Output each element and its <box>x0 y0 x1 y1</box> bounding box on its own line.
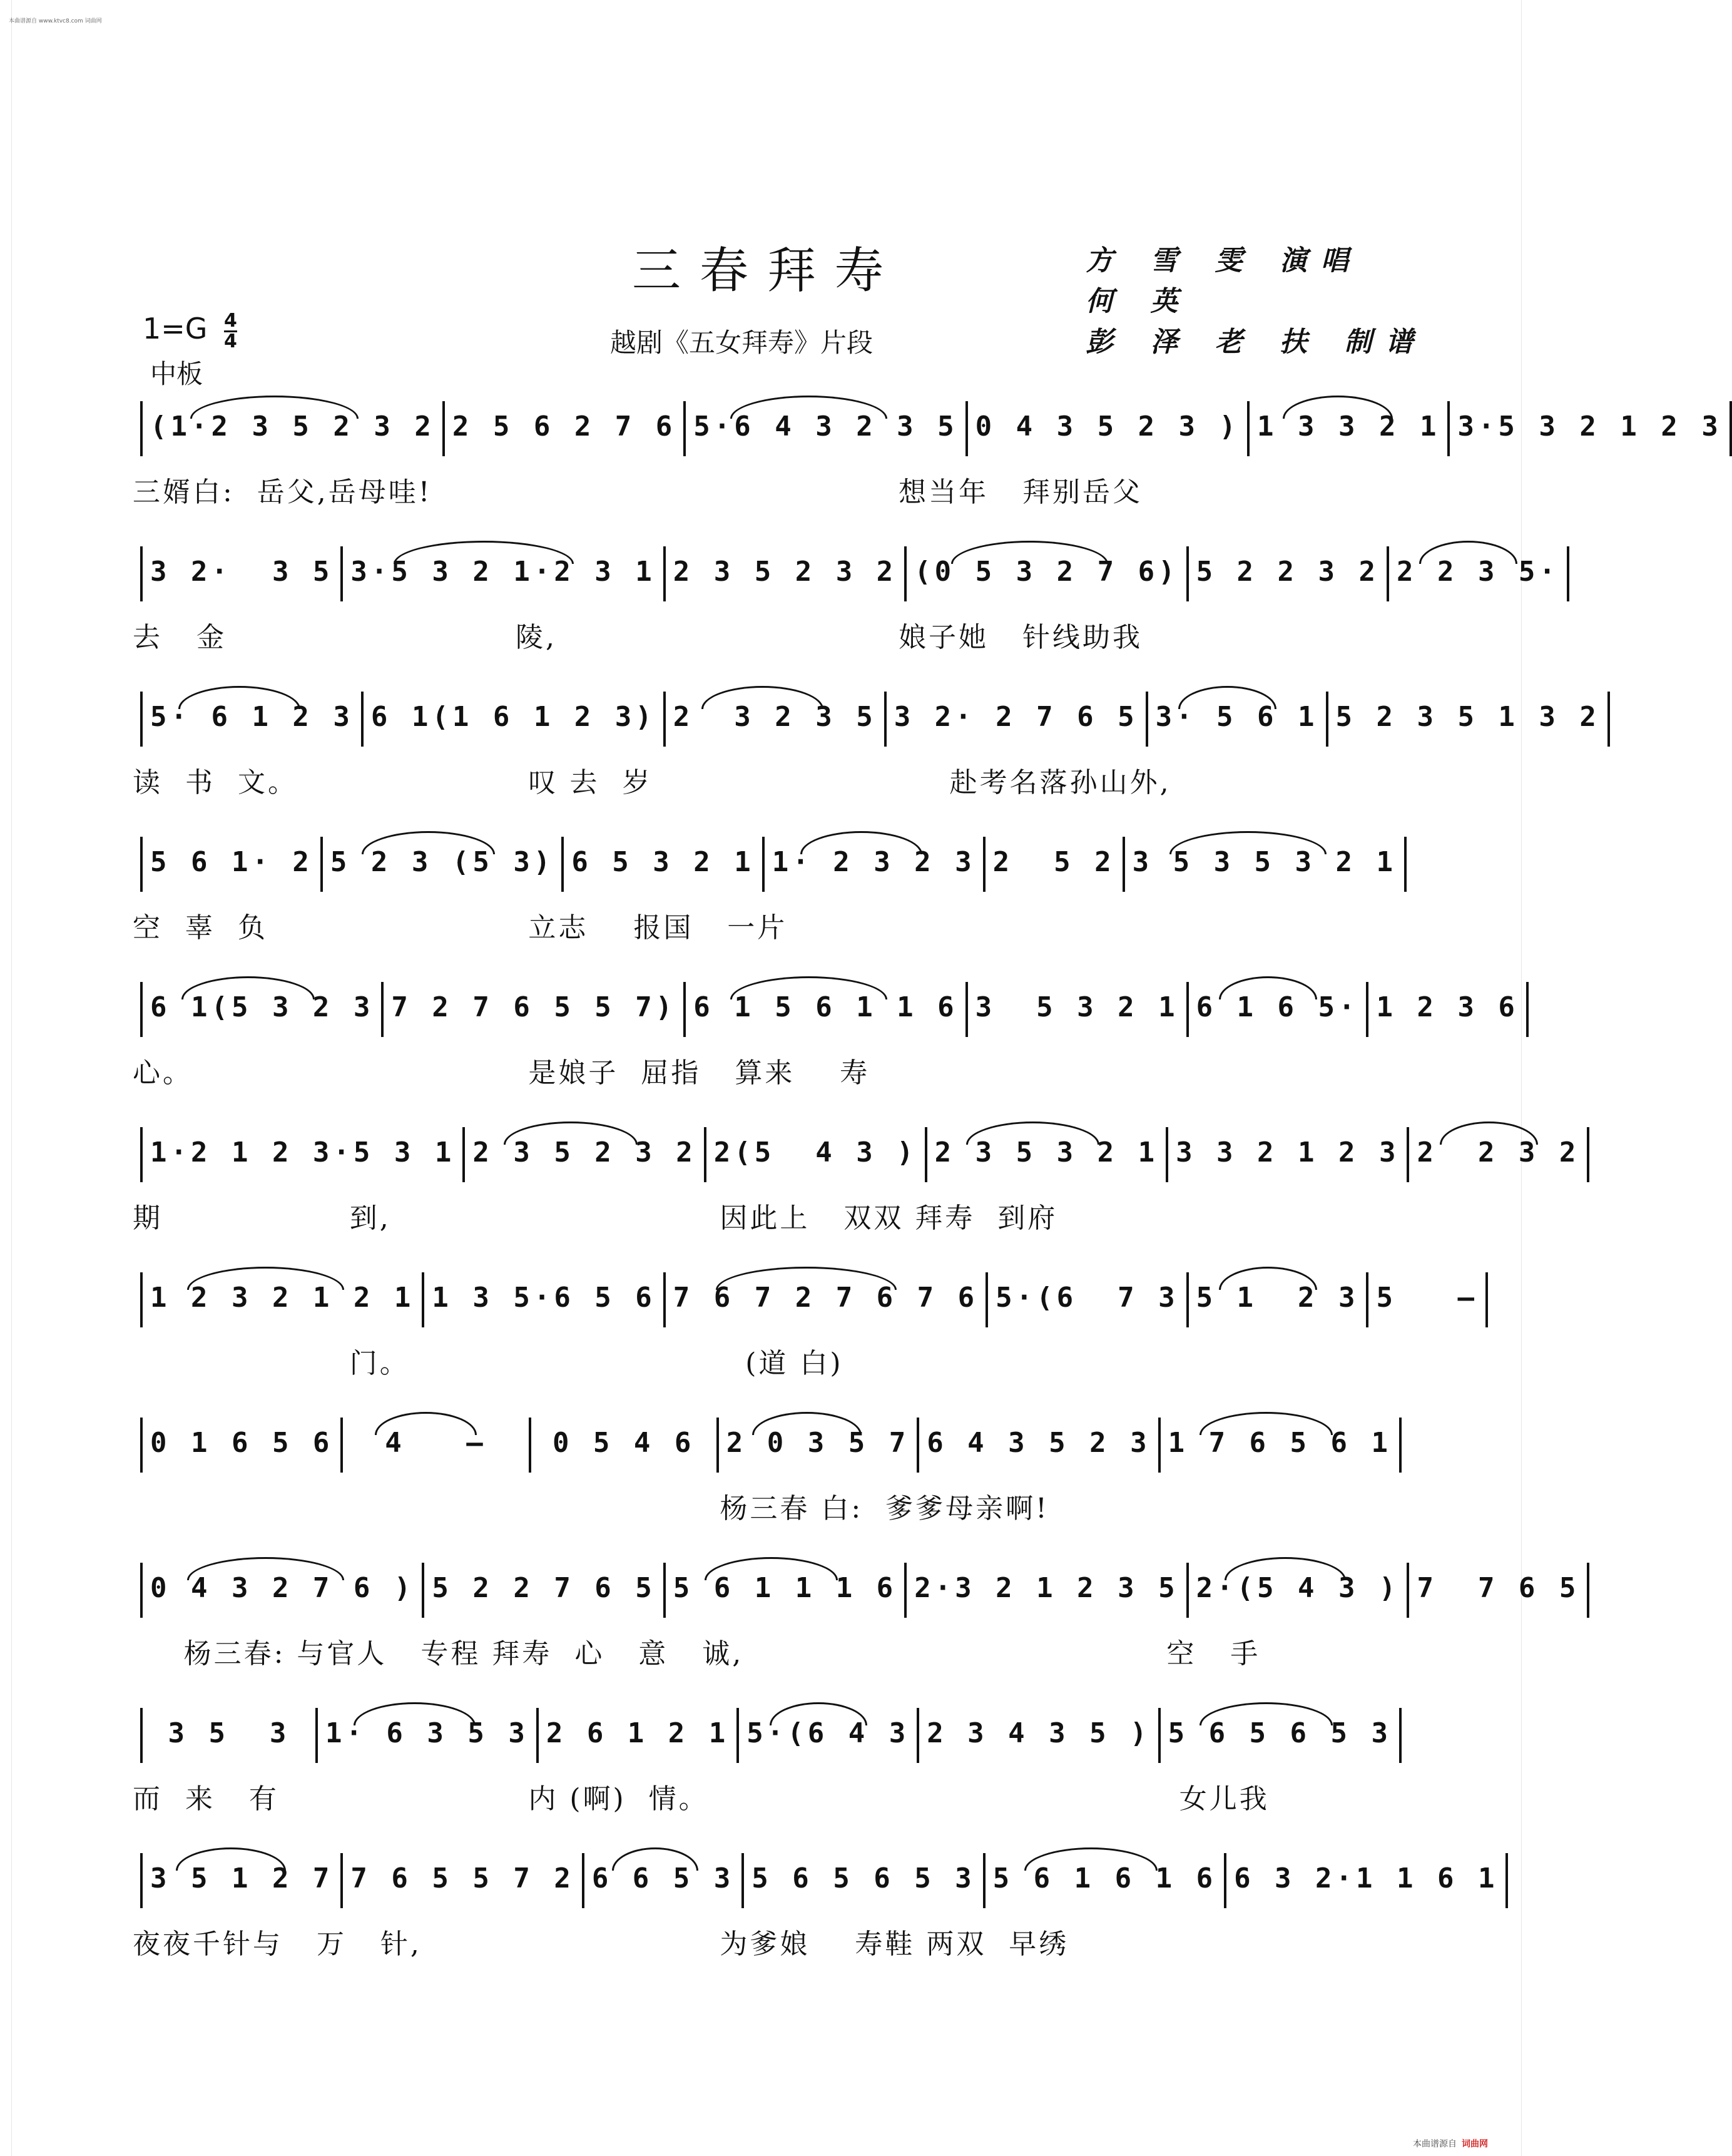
barline <box>1123 837 1125 892</box>
staff-row <box>133 836 1409 971</box>
notation-line <box>133 1562 1580 1618</box>
barline <box>140 837 143 892</box>
measure: 2 3 2 3 5 <box>673 701 877 738</box>
barline <box>1567 546 1569 601</box>
slur-arc <box>1283 396 1393 419</box>
tempo-marking: 中板 <box>150 359 203 389</box>
barline <box>1146 692 1148 747</box>
measure: 7 6 7 2 7 6 7 6 <box>673 1282 978 1319</box>
barline <box>1607 692 1610 747</box>
song-title: 三春拜寿 <box>632 243 903 299</box>
barline <box>1729 401 1732 456</box>
measure: 1· 2 3 2 3 <box>772 846 976 883</box>
time-numerator: 4 <box>224 310 237 332</box>
lyric-text: 杨三春: 与官人 专程 拜寿 心 意 诚, <box>183 1638 744 1670</box>
lyric-line <box>133 469 1409 513</box>
lyric-text: 期 <box>133 1202 163 1234</box>
slur-arc <box>966 1121 1099 1145</box>
slur-arc <box>752 1412 862 1435</box>
song-subtitle: 越剧《五女拜寿》片段 <box>610 327 874 358</box>
lyric-text: 为爹娘 寿鞋 两双 早绣 <box>720 1928 1069 1960</box>
measure: 1· 6 3 5 3 <box>325 1717 529 1754</box>
barline <box>140 1853 143 1908</box>
measure: 6 5 3 2 1 <box>571 846 754 883</box>
lyric-line <box>133 760 1409 804</box>
slur-arc <box>1225 1557 1346 1580</box>
measure: 2 3 5 2 3 2 <box>472 1137 696 1173</box>
measure: 1 3 5·6 5 6 <box>432 1282 655 1319</box>
barline <box>1366 982 1368 1037</box>
barline <box>884 692 887 747</box>
barline <box>140 401 143 456</box>
slur-arc <box>1219 976 1317 999</box>
slur-arc <box>1419 541 1517 564</box>
measure: 2(5 4 3 ) <box>714 1137 917 1173</box>
measure: 4 – <box>350 1427 521 1464</box>
barline <box>1326 692 1328 747</box>
barline <box>1158 1418 1161 1473</box>
lyric-line <box>133 1776 1409 1820</box>
measure: 5 6 1· 2 <box>150 846 313 883</box>
staff-row <box>133 981 1519 1116</box>
measure: 2 6 1 2 1 <box>546 1717 729 1754</box>
measure: 5 2 2 3 2 <box>1196 556 1379 593</box>
slur-arc <box>187 1267 344 1290</box>
lyric-text: 立志 报国 一片 <box>528 912 788 944</box>
lyric-text: 赴考名落孙山外, <box>949 767 1171 799</box>
lyric-text: 门。 <box>349 1347 410 1379</box>
measure: 5 – <box>1376 1282 1477 1319</box>
measure: 3·5 3 2 1·2 3 1 <box>350 556 655 593</box>
lyric-text: 是娘子 屈指 算来 寿 <box>528 1057 870 1089</box>
barline <box>140 692 143 747</box>
barline <box>536 1708 539 1763</box>
measure: 1 7 6 5 6 1 <box>1168 1427 1392 1464</box>
lyric-text: 因此上 双双 拜寿 到府 <box>720 1202 1058 1234</box>
barline <box>561 837 564 892</box>
slur-arc <box>354 1702 475 1725</box>
notation-line <box>133 1127 1580 1183</box>
credit-transcriber: 彭 泽 老 扶 制谱 <box>1086 326 1427 358</box>
barline <box>683 982 686 1037</box>
barline <box>1399 1708 1402 1763</box>
measure: 2·(5 4 3 ) <box>1196 1572 1400 1609</box>
measure: 3 5 3 2 1 <box>976 991 1179 1028</box>
staff-row <box>133 1127 1580 1261</box>
measure: 2 3 4 3 5 ) <box>927 1717 1150 1754</box>
barline <box>140 1418 143 1473</box>
barline <box>381 982 384 1037</box>
barline <box>140 1127 143 1182</box>
barline <box>736 1708 739 1763</box>
staff-row <box>133 1562 1580 1697</box>
lyric-text: 夜夜千针与 万 针, <box>133 1928 422 1960</box>
barline <box>340 546 343 601</box>
barline <box>1505 1853 1508 1908</box>
barline <box>1485 1272 1488 1327</box>
barline <box>140 1272 143 1327</box>
measure: (1·2 3 5 2 3 2 <box>150 411 435 447</box>
slur-arc <box>1200 1702 1333 1725</box>
barline <box>904 1563 907 1618</box>
barline <box>925 1127 927 1182</box>
measure: 6 1 6 5· <box>1196 991 1359 1028</box>
barline <box>1247 401 1250 456</box>
lyric-text: 杨三春 白: 爹爹母亲啊! <box>720 1493 1049 1525</box>
measure: 5 6 1 1 1 6 <box>673 1572 897 1609</box>
staff-row <box>133 401 1722 535</box>
measure: 5 6 1 6 1 6 <box>993 1862 1216 1899</box>
right-margin-strip <box>1521 0 1533 2156</box>
barline <box>741 1853 744 1908</box>
lyric-text: 到, <box>349 1202 391 1234</box>
barline <box>1186 982 1189 1037</box>
measure: (0 5 3 2 7 6) <box>914 556 1178 593</box>
measure: 5 1 2 3 <box>1196 1282 1359 1319</box>
notation-line <box>133 1272 1478 1328</box>
lyric-text: 想当年 拜别岳父 <box>899 476 1143 508</box>
measure: 7 7 6 5 <box>1417 1572 1579 1609</box>
measure: 2 5 2 <box>993 846 1115 883</box>
measure: 5·(6 4 3 <box>746 1717 909 1754</box>
slur-arc <box>730 396 887 419</box>
measure: 3 5 3 <box>150 1717 308 1754</box>
barline <box>663 692 666 747</box>
slur-arc <box>362 831 495 854</box>
barline <box>1166 1127 1168 1182</box>
barline <box>1526 982 1529 1037</box>
measure: 3 3 2 1 2 3 <box>1176 1137 1399 1173</box>
barline <box>140 546 143 601</box>
barline <box>1407 1563 1409 1618</box>
barline <box>1186 546 1189 601</box>
time-signature <box>224 312 237 351</box>
barline <box>663 1563 666 1618</box>
measure: 2 0 3 5 7 <box>726 1427 909 1464</box>
measure: 6 3 2·1 1 6 1 <box>1234 1862 1498 1899</box>
notation-line <box>133 1417 1409 1473</box>
slur-arc <box>800 831 922 854</box>
lyric-text: 心。 <box>133 1057 193 1089</box>
measure: 6 1 5 6 1 1 6 <box>693 991 957 1028</box>
measure: 7 6 5 5 7 2 <box>350 1862 574 1899</box>
staff-row <box>133 691 1600 825</box>
lyric-line <box>133 1341 1409 1384</box>
lyric-line <box>133 1050 1409 1094</box>
footer-source: 本曲谱源自 <box>1413 2139 1457 2149</box>
measure: 6 4 3 5 2 3 <box>927 1427 1150 1464</box>
barline <box>983 837 986 892</box>
barline <box>140 1708 143 1763</box>
notation-line <box>133 836 1409 892</box>
measure: 0 4 3 2 7 6 ) <box>150 1572 414 1609</box>
barline <box>1399 1418 1402 1473</box>
notation-line <box>133 981 1519 1038</box>
barline <box>1587 1127 1589 1182</box>
measure: 3 2· 2 7 6 5 <box>894 701 1138 738</box>
barline <box>663 546 666 601</box>
staff-row <box>133 1417 1409 1551</box>
slur-arc <box>701 686 823 709</box>
measure: 6 6 5 3 <box>592 1862 734 1899</box>
lyric-text: 三婿白: 岳父,岳母哇! <box>133 476 432 508</box>
measure: 3·5 3 2 1 2 3 <box>1457 411 1721 447</box>
lyric-line <box>133 1921 1409 1965</box>
barline <box>442 401 445 456</box>
slur-arc <box>178 686 300 709</box>
barline <box>704 1127 706 1182</box>
lyric-line <box>133 1486 1409 1530</box>
measure: 5· 6 1 2 3 <box>150 701 354 738</box>
slur-arc <box>187 1557 344 1580</box>
barline <box>1186 1272 1189 1327</box>
slur-arc <box>176 1847 286 1871</box>
measure: 1 2 3 6 <box>1376 991 1518 1028</box>
measure: 5 6 5 6 5 3 <box>1168 1717 1392 1754</box>
slur-arc <box>716 1267 897 1290</box>
barline <box>1186 1563 1189 1618</box>
barline <box>965 982 968 1037</box>
barline <box>1158 1708 1161 1763</box>
measure: 6 1(5 3 2 3 <box>150 991 374 1028</box>
slur-arc <box>730 976 887 999</box>
key-signature: 1=G <box>143 312 208 345</box>
barline <box>422 1563 424 1618</box>
lyric-text: 而 来 有 <box>133 1783 279 1815</box>
lyric-line <box>133 1195 1409 1239</box>
barline <box>462 1127 465 1182</box>
barline <box>1587 1563 1589 1618</box>
site-note: 本曲谱源自 www.ktvc8.com 词曲网 <box>9 18 102 24</box>
slur-arc <box>1178 686 1276 709</box>
barline <box>529 1418 531 1473</box>
notation-line <box>133 1852 1499 1909</box>
footer-site: 词曲网 <box>1462 2139 1488 2149</box>
measure: 6 1(1 6 1 2 3) <box>371 701 656 738</box>
measure: 5·6 4 3 2 3 5 <box>693 411 957 447</box>
barline <box>917 1708 919 1763</box>
staff-row <box>133 1707 1409 1842</box>
barline <box>582 1853 584 1908</box>
measure: 5 2 2 7 6 5 <box>432 1572 655 1609</box>
lyric-text: 叹 去 岁 <box>528 767 653 799</box>
measure: 5 2 3 5 1 3 2 <box>1336 701 1600 738</box>
barline <box>1224 1853 1226 1908</box>
measure: 0 5 4 6 <box>539 1427 709 1464</box>
measure: 2 3 5 2 3 2 <box>673 556 897 593</box>
measure: 3 5 1 2 7 <box>150 1862 333 1899</box>
barline <box>663 1272 666 1327</box>
credit-line-2: 何 英 <box>1086 285 1192 317</box>
slur-arc <box>612 1847 698 1871</box>
slur-arc <box>190 396 359 419</box>
lyric-text: 陵, <box>516 621 557 653</box>
measure: 5·(6 7 3 <box>996 1282 1178 1319</box>
barline <box>983 1853 986 1908</box>
measure: 3 2· 3 5 <box>150 556 333 593</box>
barline <box>361 692 364 747</box>
slur-arc <box>375 1412 477 1435</box>
lyric-line <box>133 1631 1409 1675</box>
barline <box>1404 837 1407 892</box>
barline <box>140 1563 143 1618</box>
barline <box>1387 546 1389 601</box>
slur-arc <box>705 1557 838 1580</box>
notation-line <box>133 1707 1409 1764</box>
footer-note <box>1413 2137 1488 2150</box>
measure: 0 4 3 5 2 3 ) <box>976 411 1240 447</box>
barline <box>683 401 686 456</box>
barline <box>1447 401 1450 456</box>
barline <box>320 837 323 892</box>
lyric-text: 娘子她 针线助我 <box>899 621 1143 653</box>
measure: 1 3 3 2 1 <box>1257 411 1440 447</box>
barline <box>904 546 907 601</box>
left-margin-strip <box>0 0 12 2156</box>
barline <box>986 1272 988 1327</box>
measure: 2 5 6 2 7 6 <box>452 411 676 447</box>
measure: 3· 5 6 1 <box>1156 701 1318 738</box>
barline <box>917 1418 919 1473</box>
staff-row <box>133 1852 1499 1987</box>
slur-arc <box>1024 1847 1158 1871</box>
measure: 2 3 5 3 2 1 <box>935 1137 1158 1173</box>
slur-arc <box>770 1702 868 1725</box>
time-denominator: 4 <box>224 330 237 352</box>
barline <box>422 1272 424 1327</box>
barline <box>762 837 765 892</box>
slur-arc <box>1200 1412 1333 1435</box>
barline <box>716 1418 719 1473</box>
slur-arc <box>951 541 1108 564</box>
barline <box>340 1853 343 1908</box>
measure: 1·2 1 2 3·5 3 1 <box>150 1137 455 1173</box>
barline <box>1366 1272 1368 1327</box>
slur-arc <box>504 1121 637 1145</box>
lyric-line <box>133 905 1409 949</box>
staff-row <box>133 1272 1478 1406</box>
lyric-text: 读 书 文。 <box>133 767 298 799</box>
credit-singer: 方 雪 雯 演唱 <box>1086 245 1362 277</box>
lyric-text: 空 辜 负 <box>133 912 268 944</box>
measure: 5 2 3 (5 3) <box>330 846 554 883</box>
slur-arc <box>394 541 574 564</box>
barline <box>1407 1127 1409 1182</box>
barline <box>965 401 968 456</box>
lyric-text: (道 白) <box>745 1347 843 1379</box>
measure: 5 6 5 6 5 3 <box>751 1862 975 1899</box>
staff-row <box>133 546 1559 680</box>
slur-arc <box>1219 1267 1317 1290</box>
lyric-text: 空 手 <box>1166 1638 1261 1670</box>
measure: 2 2 3 5· <box>1397 556 1559 593</box>
slur-arc <box>1169 831 1327 854</box>
lyric-text: 去 金 <box>133 621 227 653</box>
notation-line <box>133 691 1600 747</box>
barline <box>340 1418 343 1473</box>
barline <box>315 1708 318 1763</box>
lyric-text: 内 (啊) 情。 <box>528 1783 709 1815</box>
notation-line <box>133 401 1722 457</box>
measure: 0 1 6 5 6 <box>150 1427 333 1464</box>
measure: 2 2 3 2 <box>1417 1137 1579 1173</box>
slur-arc <box>181 976 315 999</box>
notation-line <box>133 546 1559 602</box>
measure: 7 2 7 6 5 5 7) <box>391 991 676 1028</box>
lyric-line <box>133 615 1409 658</box>
measure: 1 2 3 2 1 2 1 <box>150 1282 414 1319</box>
barline <box>140 982 143 1037</box>
lyric-text: 女儿我 <box>1179 1783 1270 1815</box>
measure: 2·3 2 1 2 3 5 <box>914 1572 1178 1609</box>
measure: 3 5 3 5 3 2 1 <box>1133 846 1397 883</box>
